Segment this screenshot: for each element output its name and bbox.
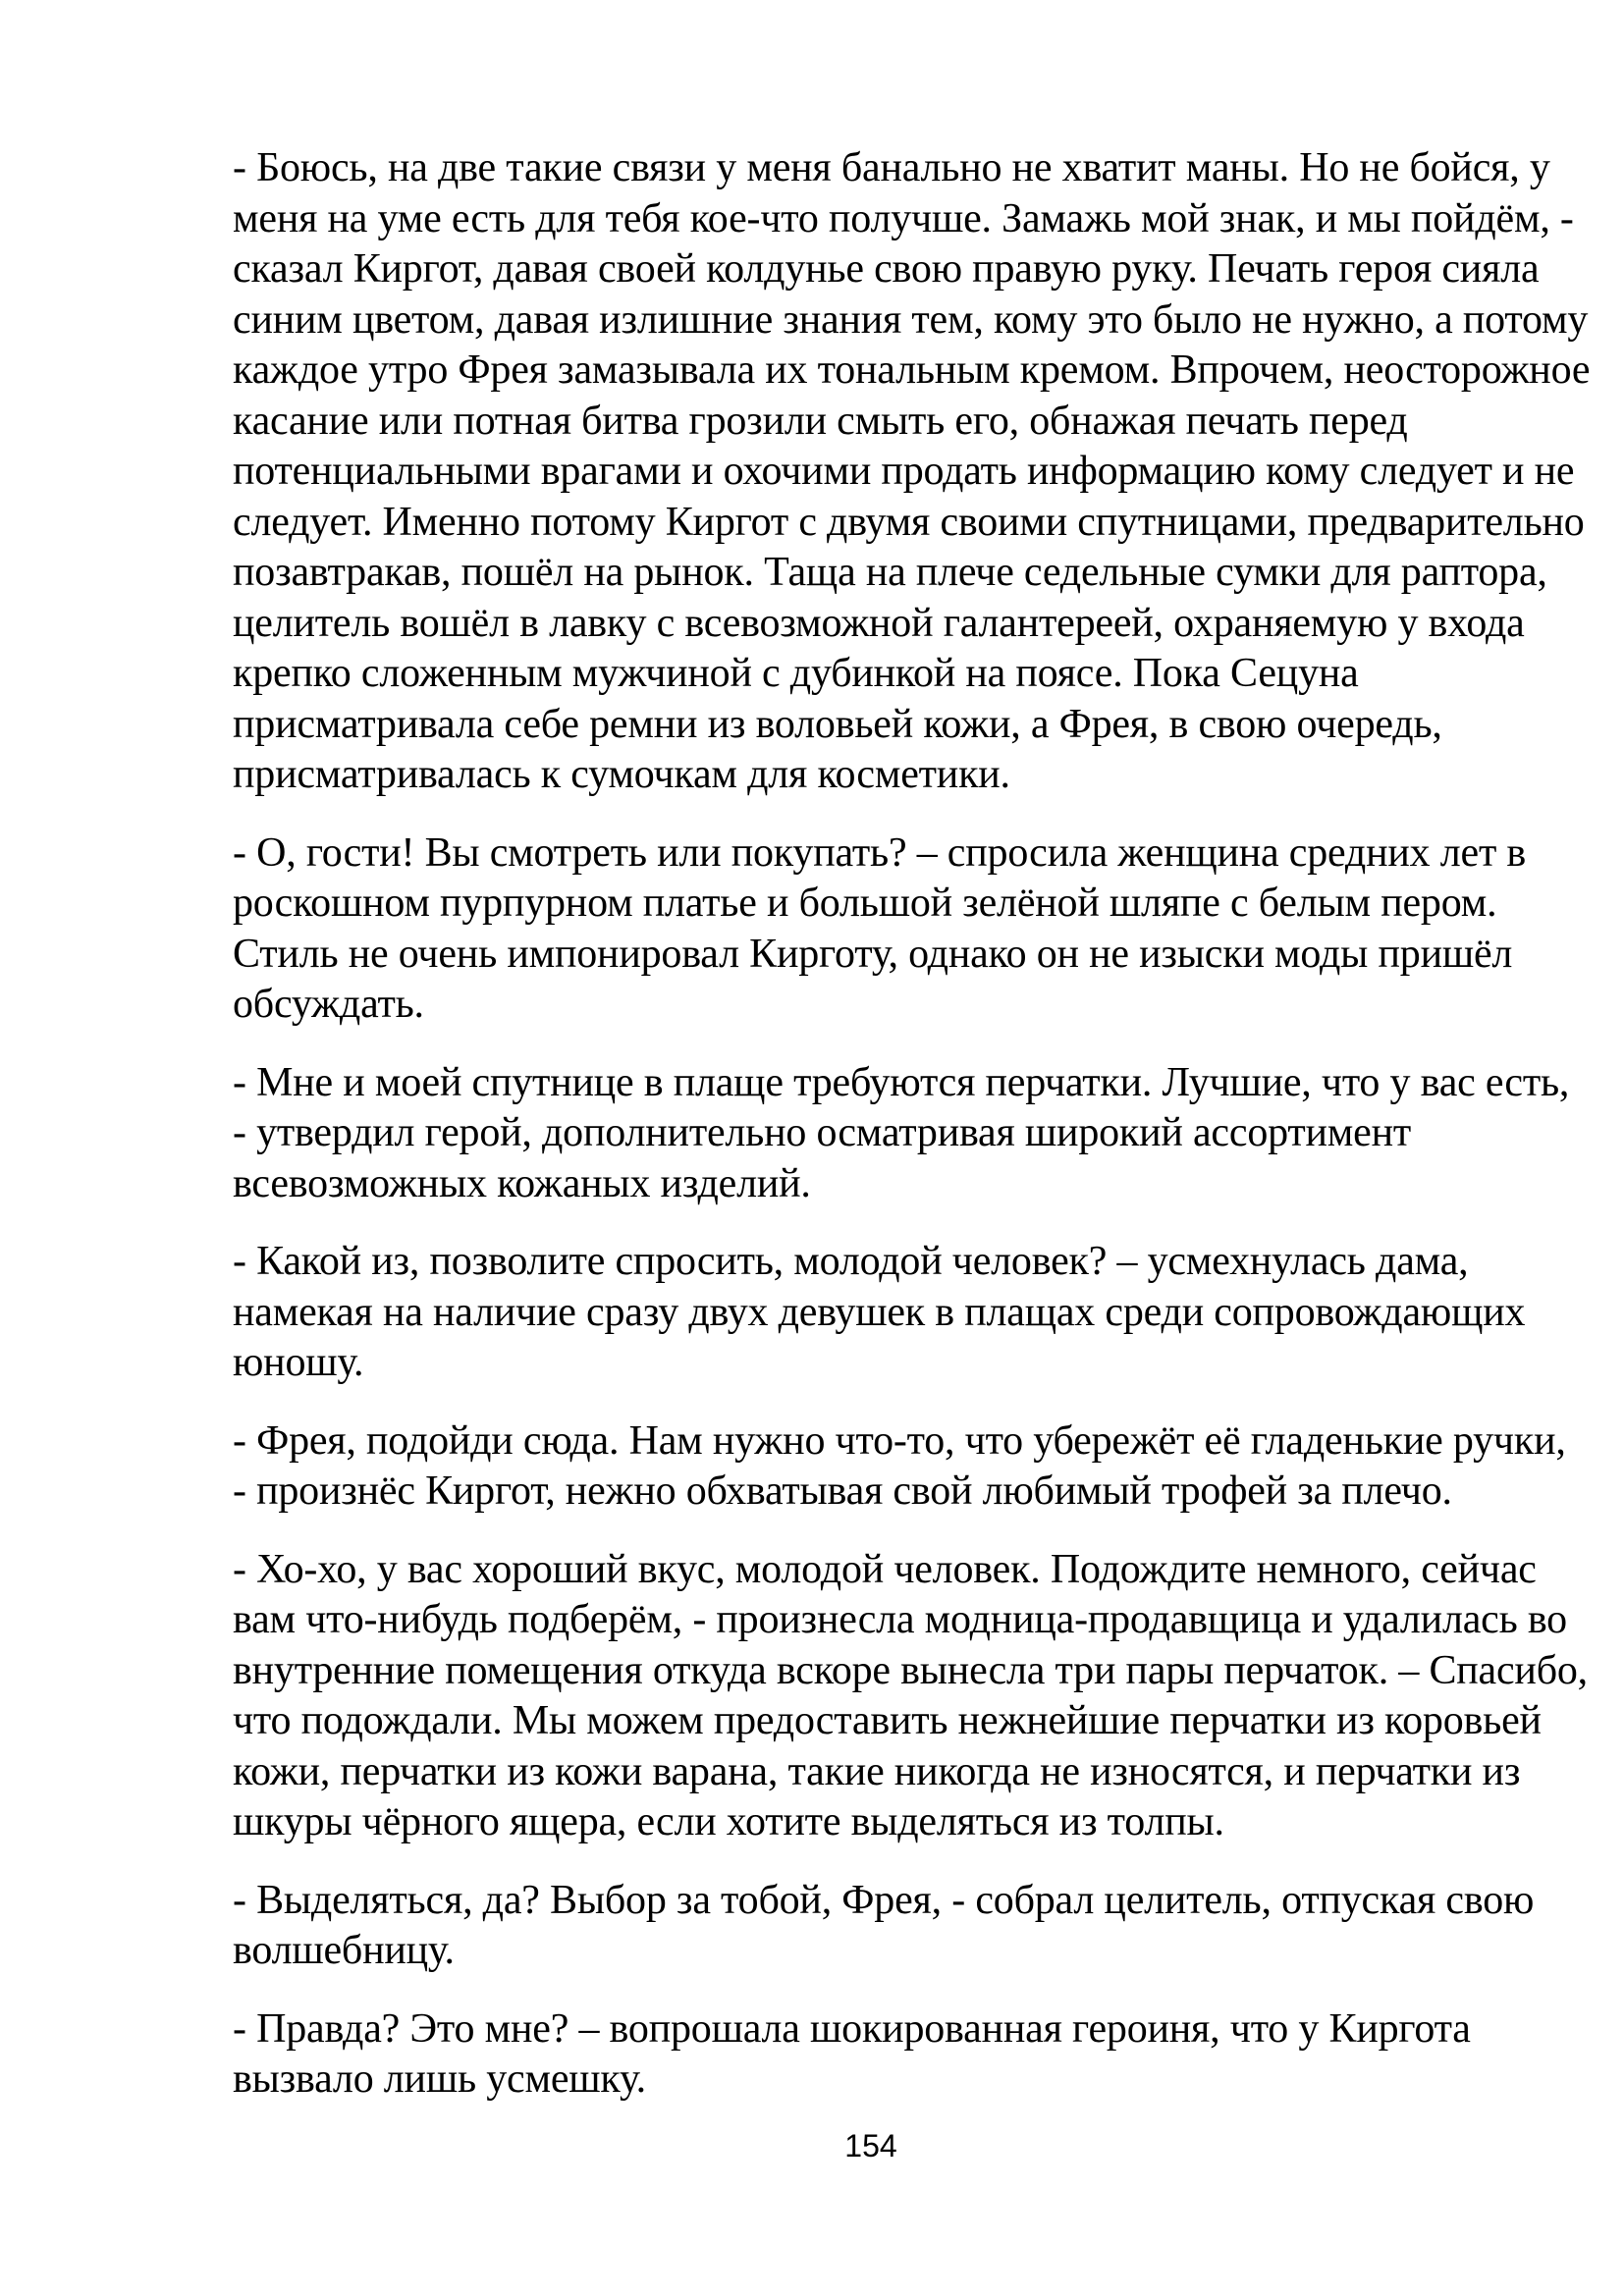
text-line: - Боюсь, на две такие связи у меня банально не хватит маны. Но не бойся, у [233, 145, 1550, 190]
text-line: юношу. [233, 1340, 364, 1385]
text-line: внутренние помещения откуда вскоре вынесла три пары перчаток. – Спасибо, [233, 1647, 1588, 1693]
text-line: присматривалась к сумочкам для косметики. [233, 752, 1010, 797]
text-line: - Фрея, подойди сюда. Нам нужно что-то, что убережёт её гладенькие ручки, [233, 1417, 1566, 1464]
paragraph [233, 1545, 1588, 1848]
paragraph [233, 828, 1529, 1031]
text-line: - произнёс Киргот, нежно обхватывая свой любимый трофей за плечо. [233, 1468, 1452, 1514]
page-text [233, 143, 1591, 2133]
text-line: всевозможных кожаных изделий. [233, 1160, 811, 1206]
page-number: 154 [844, 2128, 897, 2163]
paragraph [233, 2004, 1529, 2106]
text-line: - Какой из, позволите спросить, молодой человек? – усмехнулась дама, [233, 1239, 1469, 1284]
paragraph [233, 1876, 1535, 1977]
paragraph [233, 143, 1591, 801]
text-line: Стиль не очень импонировал Кирготу, однако он не изыски моды пришёл [233, 931, 1513, 977]
text-line: целитель вошёл в лавку с всевозможной галантереей, охраняемую у входа [233, 600, 1525, 646]
text-line: меня на уме есть для тебя кое-что получше. Замажь мой знак, и мы пойдём, - [233, 195, 1574, 241]
text-line: намекая на наличие сразу двух девушек в плащах среди сопровождающих [233, 1289, 1526, 1335]
text-line: - Хо-хо, у вас хороший вкус, молодой человек. Подождите немного, сейчас [233, 1546, 1537, 1592]
text-line: каждое утро Фрея замазывала их тональным кремом. Впрочем, неосторожное [233, 347, 1591, 393]
text-line: присматривала себе ремни из воловьей кожи, а Фрея, в свою очередь, [233, 701, 1442, 747]
text-line: что подождали. Мы можем предоставить нежнейшие перчатки из коровьей [233, 1698, 1542, 1743]
text-line: следует. Именно потому Киргот с двумя своими спутницами, предварительно [233, 499, 1585, 545]
paragraph [233, 1416, 1566, 1518]
text-line: крепко сложенным мужчиной с дубинкой на поясе. Пока Сецуна [233, 651, 1359, 696]
text-line: - Выделяться, да? Выбор за тобой, Фрея, - собрал целитель, отпуская свою [233, 1877, 1535, 1923]
text-line: сказал Киргот, давая своей колдунье свою правую руку. Печать героя сияла [233, 246, 1540, 292]
text-line: синим цветом, давая излишние знания тем, кому это было не нужно, а потому [233, 296, 1589, 343]
text-line: кожи, перчатки из кожи варана, такие никогда не износятся, и перчатки из [233, 1748, 1521, 1794]
text-line: вызвало лишь усмешку. [233, 2056, 646, 2102]
text-line: вам что-нибудь подберём, - произнесла модница-продавщица и удалилась во [233, 1597, 1567, 1642]
text-line: - Правда? Это мне? – вопрошала шокированная героиня, что у Киргота [233, 2005, 1471, 2052]
text-line: обсуждать. [233, 982, 424, 1027]
text-line: касание или потная битва грозили смыть его, обнажая печать перед [233, 398, 1408, 444]
text-line: потенциальными врагами и охочими продать информацию кому следует и не [233, 449, 1575, 494]
text-line: - Мне и моей спутнице в плаще требуются перчатки. Лучшие, что у вас есть, [233, 1059, 1570, 1105]
text-line: - утвердил герой, дополнительно осматривая широкий ассортимент [233, 1110, 1412, 1155]
text-line: роскошном пурпурном платье и большой зелёной шляпе с белым пером. [233, 881, 1497, 926]
text-line: - О, гости! Вы смотреть или покупать? – спросила женщина средних лет в [233, 829, 1527, 876]
text-line: волшебницу. [233, 1928, 455, 1973]
text-line: позавтракав, пошёл на рынок. Таща на плече седельные сумки для раптора, [233, 550, 1547, 595]
paragraph [233, 1058, 1570, 1210]
paragraph [233, 1237, 1529, 1389]
text-line: шкуры чёрного ящера, если хотите выделяться из толпы. [233, 1799, 1224, 1844]
